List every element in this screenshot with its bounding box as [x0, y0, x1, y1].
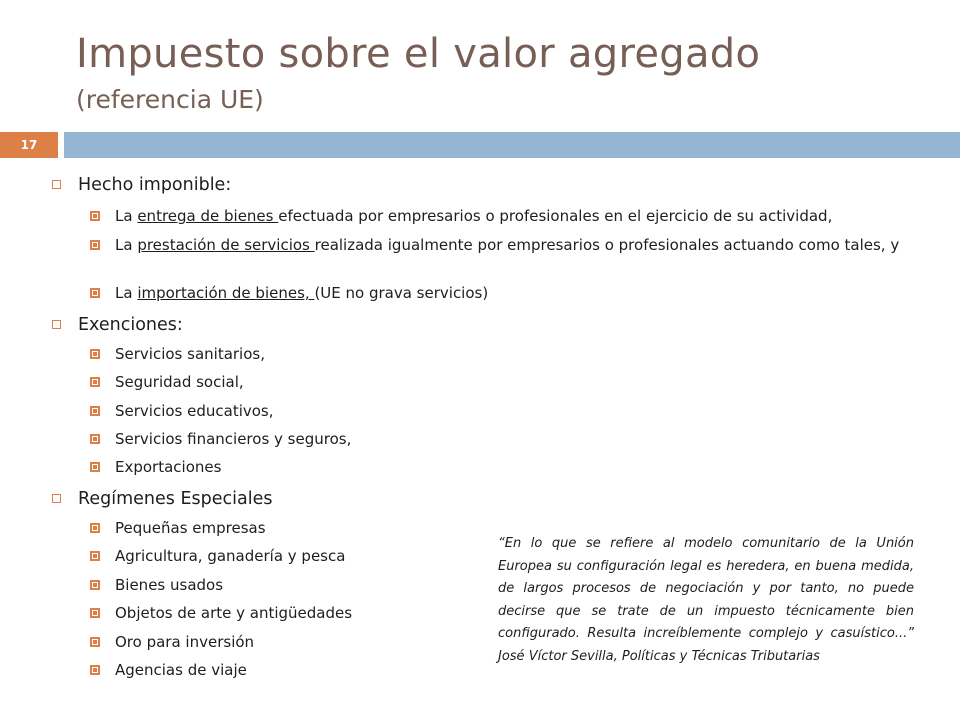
bullet-square-icon — [52, 494, 61, 503]
list-item: Seguridad social, — [115, 372, 935, 392]
list-item: Servicios sanitarios, — [115, 344, 935, 364]
list-item: Agencias de viaje — [115, 660, 935, 680]
quote-block: “En lo que se refiere al modelo comunitario de la Unión Europea su configuración legal es heredera, en buena medida, de largos procesos de negociación y por tanto, no puede decirse que se trate de un impuesto técnicamente bien configurado. Resulta increíblemente complejo y casuístico...” José Víctor Sevilla, Políticas y Técnicas Tributarias — [498, 536, 914, 664]
heading-regimenes-especiales: Regímenes Especiales — [78, 488, 272, 510]
title-subtitle: (referencia UE) — [76, 85, 264, 114]
header-bar — [64, 132, 960, 158]
bullet-filled-square-icon — [90, 551, 100, 561]
bullet-filled-square-icon — [90, 637, 100, 647]
bullet-filled-square-icon — [90, 288, 100, 298]
list-item: La importación de bienes, (UE no grava servicios) — [115, 283, 935, 303]
bullet-filled-square-icon — [90, 377, 100, 387]
heading-hecho-imponible: Hecho imponible: — [78, 174, 231, 196]
list-item: Exportaciones — [115, 457, 935, 477]
list-item: Objetos de arte y antigüedades — [115, 603, 935, 623]
slide-title — [76, 30, 936, 118]
bullet-filled-square-icon — [90, 580, 100, 590]
bullet-filled-square-icon — [90, 665, 100, 675]
list-item: Servicios educativos, — [115, 401, 935, 421]
list-item: Agricultura, ganadería y pesca — [115, 546, 935, 566]
bullet-square-icon — [52, 180, 61, 189]
bullet-filled-square-icon — [90, 608, 100, 618]
list-item: Pequeñas empresas — [115, 518, 935, 538]
bullet-filled-square-icon — [90, 462, 100, 472]
list-item: Oro para inversión — [115, 632, 935, 652]
bullet-square-icon — [52, 320, 61, 329]
list-item: La prestación de servicios realizada igualmente por empresarios o profesionales actuando como tales, y — [115, 235, 935, 255]
bullet-filled-square-icon — [90, 349, 100, 359]
title-main: Impuesto sobre el valor agregado — [76, 31, 761, 77]
bullet-filled-square-icon — [90, 211, 100, 221]
list-item: Bienes usados — [115, 575, 935, 595]
bullet-filled-square-icon — [90, 434, 100, 444]
list-item: La entrega de bienes efectuada por empresarios o profesionales en el ejercicio de su actividad, — [115, 206, 935, 226]
bullet-filled-square-icon — [90, 406, 100, 416]
heading-exenciones: Exenciones: — [78, 314, 183, 336]
bullet-filled-square-icon — [90, 240, 100, 250]
bullet-filled-square-icon — [90, 523, 100, 533]
list-item: Servicios financieros y seguros, — [115, 429, 935, 449]
page-number: 17 — [0, 132, 58, 158]
